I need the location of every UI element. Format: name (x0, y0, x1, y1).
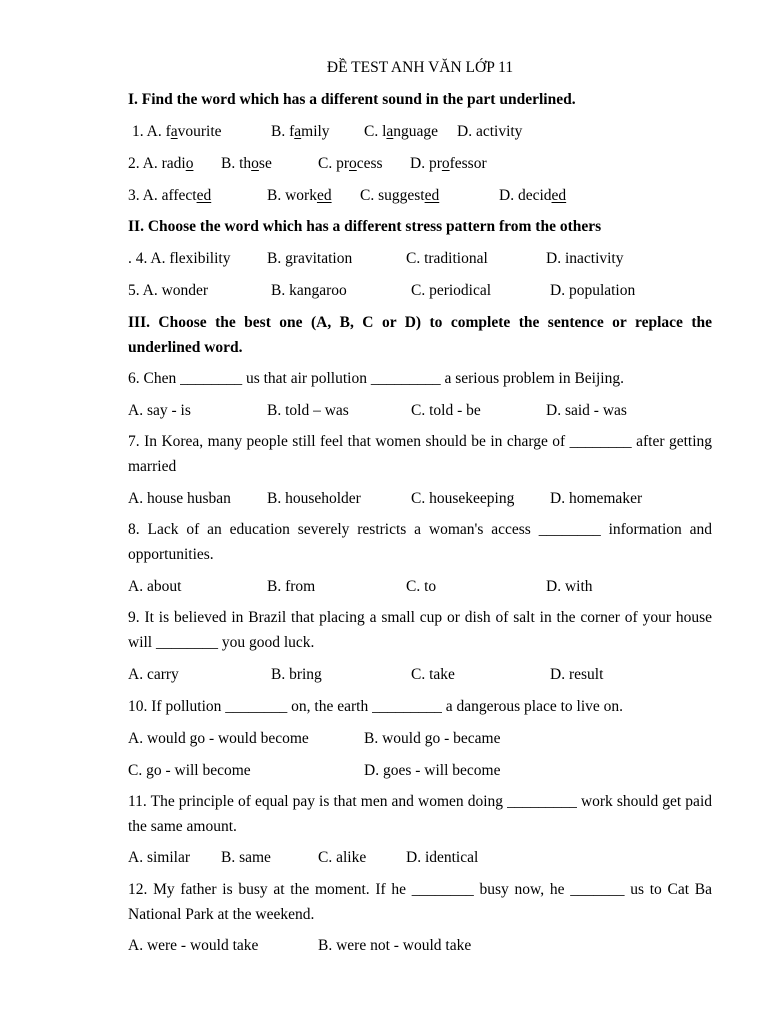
q5-option-b: B. kangaroo (271, 282, 347, 299)
section-1-heading: I. Find the word which has a different sound in the part underlined. (128, 91, 576, 108)
q7-option-d: D. homemaker (550, 490, 643, 507)
document-title: ĐỀ TEST ANH VĂN LỚP 11 (326, 59, 514, 76)
q7-text: 7. In Korea, many people still feel that women should be in charge of ________ after getting married (128, 433, 712, 475)
q3-option-d: D. decided (499, 187, 567, 204)
q10-option-c: C. go - will become (128, 762, 251, 779)
q4-option-c: C. traditional (406, 250, 488, 267)
q11-option-b: B. same (221, 849, 271, 866)
q5-option-c: C. periodical (411, 282, 492, 299)
q10-option-d: D. goes - will become (364, 762, 501, 779)
q12-option-b: B. were not - would take (318, 937, 472, 954)
q6-option-c: C. told - be (411, 402, 481, 419)
q6-option-b: B. told – was (267, 402, 349, 419)
q11-text: 11. The principle of equal pay is that men and women doing _________ work should get paid the same amount. (128, 793, 712, 835)
q1-option-c: C. language (364, 123, 439, 140)
q7-option-b: B. householder (267, 490, 361, 507)
q2-option-b: B. those (221, 155, 272, 172)
q10-option-a: A. would go - would become (128, 730, 309, 747)
q4-option-b: B. gravitation (267, 250, 353, 267)
section-2-heading: II. Choose the word which has a different stress pattern from the others (128, 218, 602, 235)
q5-option-d: D. population (550, 282, 636, 299)
q6-option-a: A. say - is (128, 402, 191, 419)
q9-option-b: B. bring (271, 666, 322, 683)
q10-option-b: B. would go - became (364, 730, 501, 747)
q4-option-d: D. inactivity (546, 250, 624, 267)
q9-option-c: C. take (411, 666, 455, 683)
q4-option-a: . 4. A. flexibility (128, 250, 231, 267)
section-3-heading: III. Choose the best one (A, B, C or D) to complete the sentence or replace the underlined word. (128, 314, 712, 356)
q10-text: 10. If pollution ________ on, the earth _________ a dangerous place to live on. (128, 698, 624, 715)
q12-text: 12. My father is busy at the moment. If he ________ busy now, he _______ us to Cat Ba National Park at the weekend. (128, 881, 712, 923)
q9-text: 9. It is believed in Brazil that placing a small cup or dish of salt in the corner of your house will ________ you good luck. (128, 609, 712, 651)
q11-option-a: A. similar (128, 849, 190, 866)
q11-option-d: D. identical (406, 849, 479, 866)
q2-option-c: C. process (318, 155, 383, 172)
q11-option-c: C. alike (318, 849, 367, 866)
q8-text: 8. Lack of an education severely restricts a woman's access ________ information and opportunities. (128, 521, 712, 563)
q8-option-a: A. about (128, 578, 182, 595)
q3-option-c: C. suggested (360, 187, 440, 204)
q12-option-a: A. were - would take (128, 937, 259, 954)
q3-option-a: 3. A. affected (128, 187, 212, 204)
q5-option-a: 5. A. wonder (128, 282, 209, 299)
q7-option-a: A. house husban (128, 490, 231, 507)
q9-option-d: D. result (550, 666, 604, 683)
q2-option-a: 2. A. radio (128, 155, 194, 172)
q8-option-c: C. to (406, 578, 437, 595)
q2-option-d: D. professor (410, 155, 487, 172)
q8-option-d: D. with (546, 578, 593, 595)
q1-option-b: B. family (271, 123, 330, 140)
q8-option-b: B. from (267, 578, 316, 595)
q6-text: 6. Chen ________ us that air pollution _________ a serious problem in Beijing. (128, 370, 624, 387)
q7-option-c: C. housekeeping (411, 490, 515, 507)
q6-option-d: D. said - was (546, 402, 627, 419)
q9-option-a: A. carry (128, 666, 179, 683)
q3-option-b: B. worked (267, 187, 332, 204)
q1-option-d: D. activity (457, 123, 523, 140)
q1-option-a: 1. A. favourite (132, 123, 222, 140)
